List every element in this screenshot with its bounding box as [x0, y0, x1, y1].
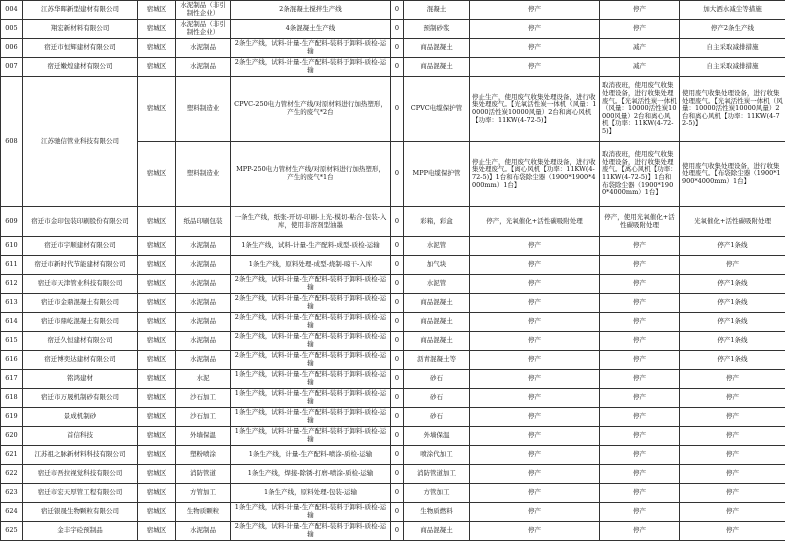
measure-1: 停产 — [470, 427, 600, 446]
measure-3: 停产 — [680, 446, 785, 465]
measure-2: 停产 — [600, 313, 680, 332]
value: 0 — [391, 142, 404, 207]
table-row — [1, 275, 785, 294]
product: 商品混凝土 — [404, 294, 470, 313]
table-row — [1, 39, 785, 58]
measure-3: 停产 — [680, 484, 785, 503]
company-name: 宿迁市鼎屹混凝土有限公司 — [23, 313, 138, 332]
measure-1: 停产 — [470, 20, 600, 39]
row-number: 618 — [1, 389, 23, 408]
process: 1条生产线，原料处理-包装-运输 — [231, 484, 391, 503]
district: 宿城区 — [138, 332, 176, 351]
industry: 水泥 — [176, 370, 231, 389]
process: 4条混凝土生产线 — [231, 20, 391, 39]
product: 商品混凝土 — [404, 39, 470, 58]
industry: 水泥制品 — [176, 58, 231, 77]
measure-1: 停产 — [470, 275, 600, 294]
measure-2: 减产 — [600, 58, 680, 77]
measure-2: 停产 — [600, 294, 680, 313]
district: 宿城区 — [138, 256, 176, 275]
industry: 沙石加工 — [176, 389, 231, 408]
measure-1: 停产 — [470, 1, 600, 20]
process: 1条生产线，计量-生产配料-喷涂-质检-运输 — [231, 446, 391, 465]
company-name: 宿迁市恒辉建材有限公司 — [23, 39, 138, 58]
measure-1: 停产 — [470, 256, 600, 275]
product: 生物质燃料 — [404, 503, 470, 522]
value: 0 — [391, 275, 404, 294]
measure-2: 停产 — [600, 237, 680, 256]
process: 2条混凝土搅拌生产线 — [231, 1, 391, 20]
value: 0 — [391, 332, 404, 351]
measure-3: 自主采取减排措施 — [680, 58, 785, 77]
industry: 水泥制品 — [176, 275, 231, 294]
district: 宿城区 — [138, 294, 176, 313]
table-row — [1, 427, 785, 446]
product: 砂石 — [404, 408, 470, 427]
company-name: 金丰宇砼预制品 — [23, 522, 138, 541]
industry: 水泥制品 — [176, 256, 231, 275]
measure-3: 停产 — [680, 522, 785, 541]
product: 混凝土 — [404, 1, 470, 20]
process: 1条生产线，试料-计量-生产配料-装料于卸料-质检-运输 — [231, 389, 391, 408]
product: 砂石 — [404, 370, 470, 389]
measure-2: 停产 — [600, 389, 680, 408]
value: 0 — [391, 58, 404, 77]
company-name: 江苏祖之脉新材料科技有限公司 — [23, 446, 138, 465]
district: 宿城区 — [138, 275, 176, 294]
company-name: 景成机制砂 — [23, 408, 138, 427]
product: MPP电缆保护管 — [404, 142, 470, 207]
measure-2: 停产 — [600, 332, 680, 351]
district: 宿城区 — [138, 77, 176, 142]
district: 宿城区 — [138, 427, 176, 446]
measure-2: 停产 — [600, 484, 680, 503]
measure-3: 停产 — [680, 465, 785, 484]
product: 加气块 — [404, 256, 470, 275]
product: 彩箱，彩盒 — [404, 207, 470, 237]
district: 宿城区 — [138, 20, 176, 39]
industry: 水泥制品（非引制性企业） — [176, 1, 231, 20]
measure-1: 停产 — [470, 522, 600, 541]
company-name: 宿迁市金鼎混凝土有限公司 — [23, 294, 138, 313]
measure-3: 停产 — [680, 370, 785, 389]
measure-2: 停产 — [600, 465, 680, 484]
process: 2条生产线，试料-计量-生产配料-装料于卸料-质检-运输 — [231, 39, 391, 58]
process: 2条生产线，试料-计量-生产配料-装料于卸料-质检-运输 — [231, 351, 391, 370]
process: 1条生产线，试料-计量-生产配料-装料于卸料-质检-运输 — [231, 408, 391, 427]
district: 宿城区 — [138, 370, 176, 389]
measure-3: 停产 — [680, 256, 785, 275]
measure-3: 使用废气收集处理设备，进行收集处理废气。【布袋除尘器（1900*1900*4000mm）1台】 — [680, 142, 785, 207]
row-number: 610 — [1, 237, 23, 256]
table-row — [1, 313, 785, 332]
product: CPVC电缆保护管 — [404, 77, 470, 142]
measure-3: 停产1条线 — [680, 332, 785, 351]
district: 宿城区 — [138, 1, 176, 20]
row-number: 006 — [1, 39, 23, 58]
table-row — [1, 332, 785, 351]
process: 2条生产线，试料-计量-生产配料-装料于卸料-质检-运输 — [231, 275, 391, 294]
row-number: 624 — [1, 503, 23, 522]
product: 商品混凝土 — [404, 522, 470, 541]
product: 商品混凝土 — [404, 58, 470, 77]
measure-2: 停产 — [600, 427, 680, 446]
company-name: 宿迁市宇顺建材有限公司 — [23, 237, 138, 256]
measure-3: 停产2条生产线 — [680, 20, 785, 39]
measure-3: 使用废气收集处理设备，进行收集处理废气。【光氧活性炭一体机（风量：10000活性炭10000风量）2台和离心风机【功率：11KW(4-72-5)】 — [680, 77, 785, 142]
row-number: 623 — [1, 484, 23, 503]
measure-2: 停产 — [600, 503, 680, 522]
product: 方管加工 — [404, 484, 470, 503]
table-row — [1, 58, 785, 77]
measure-2: 停产 — [600, 20, 680, 39]
row-number: 615 — [1, 332, 23, 351]
district: 宿城区 — [138, 503, 176, 522]
measure-1: 停产 — [470, 58, 600, 77]
value: 0 — [391, 484, 404, 503]
district: 宿城区 — [138, 465, 176, 484]
industry: 水泥制品 — [176, 351, 231, 370]
value: 0 — [391, 351, 404, 370]
industry: 沙石加工 — [176, 408, 231, 427]
product: 水泥管 — [404, 275, 470, 294]
table-row — [1, 408, 785, 427]
measure-3: 停产 — [680, 408, 785, 427]
product: 砂石 — [404, 389, 470, 408]
process: 1条生产线，试料-计量-生产配料-装料于卸料-质检-运输 — [231, 427, 391, 446]
product: 水泥管 — [404, 237, 470, 256]
district: 宿城区 — [138, 313, 176, 332]
industry: 水泥制品 — [176, 332, 231, 351]
value: 0 — [391, 256, 404, 275]
process: 一条生产线，纸张-开切-印刷-上光-模切-粘合-包装-入库，使用非溶剂型油墨 — [231, 207, 391, 237]
process: 2条生产线，试料-计量-生产配料-装料于卸料-质检-运输 — [231, 313, 391, 332]
company-name: 铭鸿建材 — [23, 370, 138, 389]
industry: 塑料制造业 — [176, 77, 231, 142]
measure-1: 停产 — [470, 446, 600, 465]
table-row — [1, 522, 785, 541]
process: 2条生产线，试料-计量-生产配料-装料于卸料-质检-运输 — [231, 332, 391, 351]
process: 1条生产线，试料-计量-生产配料-装料于卸料-质检-运输 — [231, 503, 391, 522]
industry: 生物质颗粒 — [176, 503, 231, 522]
table-row — [1, 294, 785, 313]
value: 0 — [391, 39, 404, 58]
industry: 水泥制品 — [176, 313, 231, 332]
company-name: 宿迁久恒建材有限公司 — [23, 332, 138, 351]
measure-2: 停产 — [600, 351, 680, 370]
measure-2: 减产 — [600, 39, 680, 58]
company-name: 宿迁市新时代节能建材有限公司 — [23, 256, 138, 275]
row-number: 614 — [1, 313, 23, 332]
value: 0 — [391, 408, 404, 427]
district: 宿城区 — [138, 522, 176, 541]
industry: 水泥制品 — [176, 522, 231, 541]
company-name: 江苏驰信管业科技有限公司 — [23, 77, 138, 207]
measure-2: 取消夜班，使用废气收集处理设备，进行收集处理废气。【离心风机【功率：11KW(4-72-5)】1台和布袋除尘器（1900*1900*4000mm）1台】 — [600, 142, 680, 207]
company-name: 宿迁博奕达建材有限公司 — [23, 351, 138, 370]
district: 宿城区 — [138, 351, 176, 370]
company-name: 宿迁嫩煌建材有限公司 — [23, 58, 138, 77]
row-number: 613 — [1, 294, 23, 313]
district: 宿城区 — [138, 408, 176, 427]
measure-2: 停产 — [600, 446, 680, 465]
table-row — [1, 484, 785, 503]
measure-1: 停产 — [470, 408, 600, 427]
industry: 塑粉喷涂 — [176, 446, 231, 465]
table-row — [1, 370, 785, 389]
product: 沥青混凝土等 — [404, 351, 470, 370]
value: 0 — [391, 389, 404, 408]
industry: 水泥制品 — [176, 294, 231, 313]
process: 1条生产线，原料处理-成型-烧制-晾干-入库 — [231, 256, 391, 275]
industry: 塑料制造业 — [176, 142, 231, 207]
measure-1: 停产，光氧催化+活性碳吸附处理 — [470, 207, 600, 237]
row-number: 608 — [1, 77, 23, 207]
row-number: 619 — [1, 408, 23, 427]
table-row — [1, 446, 785, 465]
row-number: 005 — [1, 20, 23, 39]
process: CPVC-250电力管材生产线/对原材料进行加热塑形，产生的废气*2台 — [231, 77, 391, 142]
measure-1: 停产 — [470, 39, 600, 58]
product: 商品混凝土 — [404, 313, 470, 332]
measure-2: 停产 — [600, 408, 680, 427]
measure-1: 停产 — [470, 370, 600, 389]
industry: 纸品印刷包装 — [176, 207, 231, 237]
table-row — [1, 256, 785, 275]
company-name: 江苏华晖新型建材有限公司 — [23, 1, 138, 20]
measure-3: 加大洒水减尘等措施 — [680, 1, 785, 20]
product: 商品混凝土 — [404, 332, 470, 351]
company-name: 宿迁市万晟机制砂有限公司 — [23, 389, 138, 408]
product: 喷涂代加工 — [404, 446, 470, 465]
district: 宿城区 — [138, 142, 176, 207]
value: 0 — [391, 313, 404, 332]
measure-1: 停产 — [470, 484, 600, 503]
measure-3: 停产 — [680, 427, 785, 446]
measure-1: 停产 — [470, 465, 600, 484]
measure-1: 停产 — [470, 313, 600, 332]
company-name: 宿迁市吾拉视觉科技有限公司 — [23, 465, 138, 484]
measure-3: 停产1条线 — [680, 351, 785, 370]
row-number: 616 — [1, 351, 23, 370]
value: 0 — [391, 370, 404, 389]
measure-3: 停产1条线 — [680, 294, 785, 313]
value: 0 — [391, 465, 404, 484]
company-name: 宿迁市金印包装印刷股份有限公司 — [23, 207, 138, 237]
measure-1: 停产 — [470, 351, 600, 370]
process: 1条生产线，试料-计量-生产配料-装料于卸料-质检-运输 — [231, 370, 391, 389]
value: 0 — [391, 237, 404, 256]
measure-1: 停产 — [470, 294, 600, 313]
measure-1: 停产 — [470, 389, 600, 408]
measure-2: 停产 — [600, 522, 680, 541]
table-row — [1, 465, 785, 484]
district: 宿城区 — [138, 484, 176, 503]
value: 0 — [391, 294, 404, 313]
table-row — [1, 207, 785, 237]
value: 0 — [391, 503, 404, 522]
company-name: 宿迁市宏天厚管工程有限公司 — [23, 484, 138, 503]
table-row — [1, 503, 785, 522]
company-name: 宿迁市天津管业科技有限公司 — [23, 275, 138, 294]
company-name: 宿迁银晟生物颗粒有限公司 — [23, 503, 138, 522]
measure-2: 停产 — [600, 256, 680, 275]
table-row — [1, 237, 785, 256]
industry: 消防管道 — [176, 465, 231, 484]
measure-3: 停产 — [680, 389, 785, 408]
measure-3: 停产 — [680, 503, 785, 522]
process: 1条生产线，试料-计量-生产配料-成型-质检-运输 — [231, 237, 391, 256]
measure-1: 停产 — [470, 237, 600, 256]
measure-1: 停产 — [470, 503, 600, 522]
company-name: 翔宏新材料有限公司 — [23, 20, 138, 39]
process: 1条生产线，焊接-除锈-打磨-喷涂-质检-运输 — [231, 465, 391, 484]
product: 外墙保温 — [404, 427, 470, 446]
measure-2: 停产 — [600, 1, 680, 20]
value: 0 — [391, 522, 404, 541]
row-number: 612 — [1, 275, 23, 294]
table-row — [1, 389, 785, 408]
measure-2: 取消夜班，使用废气收集处理设备，进行收集处理废气。【光氧活性炭一体机（风量：10000活性炭10000风量）2台和离心风机【功率：11KW(4-72-5)】 — [600, 77, 680, 142]
measure-2: 停产 — [600, 275, 680, 294]
industry: 方管加工 — [176, 484, 231, 503]
measure-3: 停产1条线 — [680, 275, 785, 294]
district: 宿城区 — [138, 446, 176, 465]
measure-1: 停产 — [470, 332, 600, 351]
row-number: 621 — [1, 446, 23, 465]
row-number: 007 — [1, 58, 23, 77]
value: 0 — [391, 1, 404, 20]
value: 0 — [391, 20, 404, 39]
measure-1: 停止生产，使用废气收集处理设备，进行收集处理废气。【离心风机【功率：11KW(4-72-5)】1台和布袋除尘器（1900*1900*4000mm）1台】 — [470, 142, 600, 207]
industry: 外墙保温 — [176, 427, 231, 446]
measure-2: 停产 — [600, 370, 680, 389]
process: 2条生产线，试料-计量-生产配料-装料于卸料-质检-运输 — [231, 294, 391, 313]
row-number: 611 — [1, 256, 23, 275]
value: 0 — [391, 77, 404, 142]
district: 宿城区 — [138, 237, 176, 256]
table-row — [1, 351, 785, 370]
product: 预制砂浆 — [404, 20, 470, 39]
district: 宿城区 — [138, 39, 176, 58]
measure-3: 停产1条线 — [680, 313, 785, 332]
row-number: 609 — [1, 207, 23, 237]
measure-3: 停产1条线 — [680, 237, 785, 256]
process: 2条生产线，试料-计量-生产配料-装料于卸料-质检-运输 — [231, 522, 391, 541]
industry: 水泥制品（非引制性企业） — [176, 20, 231, 39]
table-row — [1, 20, 785, 39]
company-name: 首信科技 — [23, 427, 138, 446]
district: 宿城区 — [138, 389, 176, 408]
district: 宿城区 — [138, 207, 176, 237]
row-number: 625 — [1, 522, 23, 541]
value: 0 — [391, 427, 404, 446]
row-number: 004 — [1, 1, 23, 20]
measure-3: 光氧催化+活性碳吸附处理 — [680, 207, 785, 237]
row-number: 617 — [1, 370, 23, 389]
row-number: 622 — [1, 465, 23, 484]
value: 0 — [391, 207, 404, 237]
industry: 水泥制品 — [176, 237, 231, 256]
process: MPP-250电力管材生产线/对原材料进行加热塑形，产生的废气*1台 — [231, 142, 391, 207]
table-row — [1, 77, 785, 142]
product: 消防管道加工 — [404, 465, 470, 484]
measure-3: 自主采取减排措施 — [680, 39, 785, 58]
district: 宿城区 — [138, 58, 176, 77]
row-number: 620 — [1, 427, 23, 446]
table-row — [1, 1, 785, 20]
measure-2: 停产，使用光氧催化+活性碳吸附处理 — [600, 207, 680, 237]
value: 0 — [391, 446, 404, 465]
industry: 水泥制品 — [176, 39, 231, 58]
measure-1: 停止生产，使用废气收集处理设备，进行收集处理废气。【光氧活性炭一体机（风量：10000活性炭10000风量）2台和离心风机【功率：11KW(4-72-5)】 — [470, 77, 600, 142]
process: 2条生产线，试料-计量-生产配料-装料于卸料-质检-运输 — [231, 58, 391, 77]
